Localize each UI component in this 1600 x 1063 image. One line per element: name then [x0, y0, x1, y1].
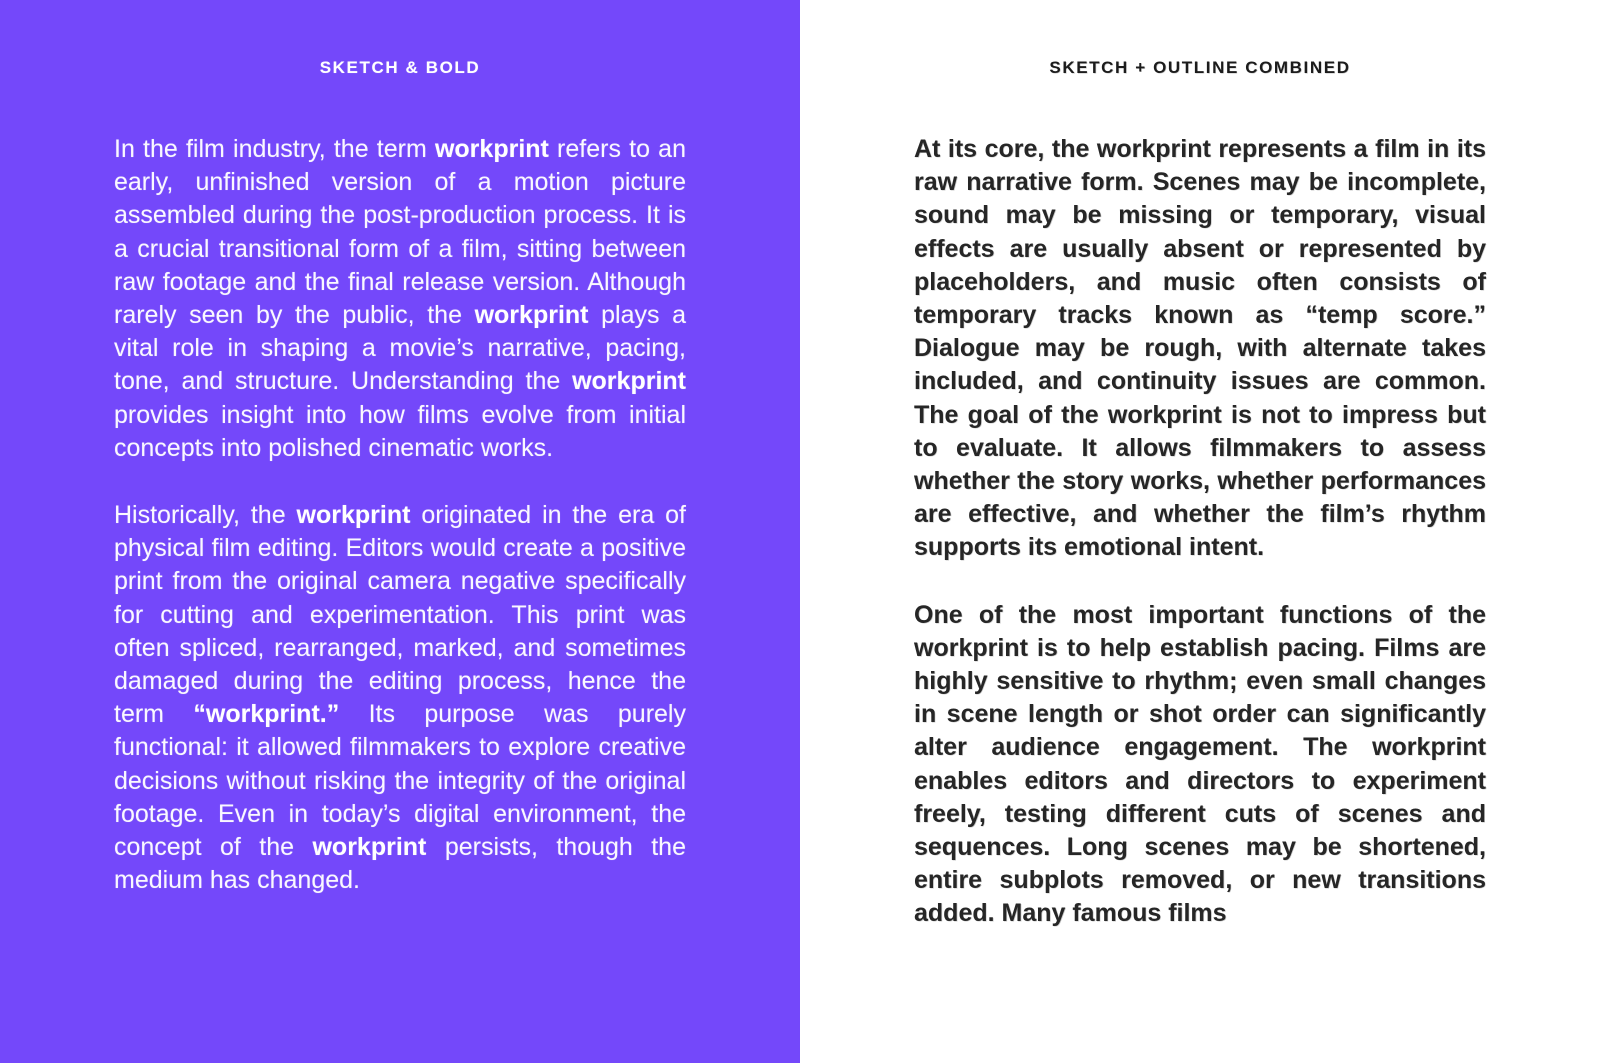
paragraph	[914, 599, 1486, 931]
text-segment: refers to an early, unfinished version of a motion picture assembled during the post-production process. It is a crucial transitional form of a film, sitting between raw footage and the final release version. Although rarely seen by the public, the	[114, 135, 686, 330]
text-segment: Its purpose was purely functional: it allowed filmmakers to explore creative decisions without risking the integrity of the original footage. Even in today’s digital environment, the concept of the	[114, 700, 686, 862]
text-segment: In the film industry, the term	[114, 135, 435, 163]
text-segment: At its core, the workprint represents a film in its raw narrative form. Scenes may be incomplete, sound may be missing or temporary, visual effects are usually absent or represented by placeholders, and music often consists of temporary tracks known as “temp score.” Dialogue may be rough, with alternate takes included, and continuity issues are common. The goal of the workprint is not to impress but to evaluate. It allows filmmakers to assess whether the story works, whether performances are effective, and whether the film’s rhythm supports its emotional intent.	[914, 135, 1486, 562]
bold-term: workprint	[572, 367, 686, 396]
bold-term: workprint	[474, 301, 589, 330]
text-segment: plays a vital role in shaping a movie’s narrative, pacing, tone, and structure. Understanding the	[114, 301, 686, 396]
paragraph	[114, 499, 686, 897]
text-segment: originated in the era of physical film editing. Editors would create a positive print from the original camera negative specifically for cutting and experimentation. This print was often spliced, rearranged, marked, and sometimes damaged during the editing process, hence the term	[114, 501, 686, 729]
right-panel-sketch-outline	[800, 0, 1600, 1063]
text-segment: persists, though the medium has changed.	[114, 833, 686, 895]
paragraph	[914, 133, 1486, 565]
right-panel-header: SKETCH + OUTLINE COMBINED	[1049, 58, 1351, 77]
bold-term: workprint	[312, 833, 427, 862]
left-text-block	[114, 133, 686, 897]
bold-term: workprint	[296, 501, 411, 530]
paragraph	[114, 133, 686, 465]
text-segment: provides insight into how films evolve from initial concepts into polished cinematic works.	[114, 400, 686, 462]
bold-term: workprint	[434, 135, 549, 163]
right-text-block	[914, 133, 1486, 931]
left-panel-header: SKETCH & BOLD	[319, 58, 481, 77]
text-segment: Historically, the	[114, 501, 297, 530]
text-segment: One of the most important functions of the workprint is to help establish pacing. Films are highly sensitive to rhythm; even small changes in scene length or shot order can significantly alter audience engagement. The workprint enables editors and directors to experiment freely, testing different cuts of scenes and sequences. Long scenes may be shortened, entire subplots removed, or new transitions added. Many famous films	[914, 600, 1486, 928]
bold-term: “workprint.”	[193, 700, 340, 729]
